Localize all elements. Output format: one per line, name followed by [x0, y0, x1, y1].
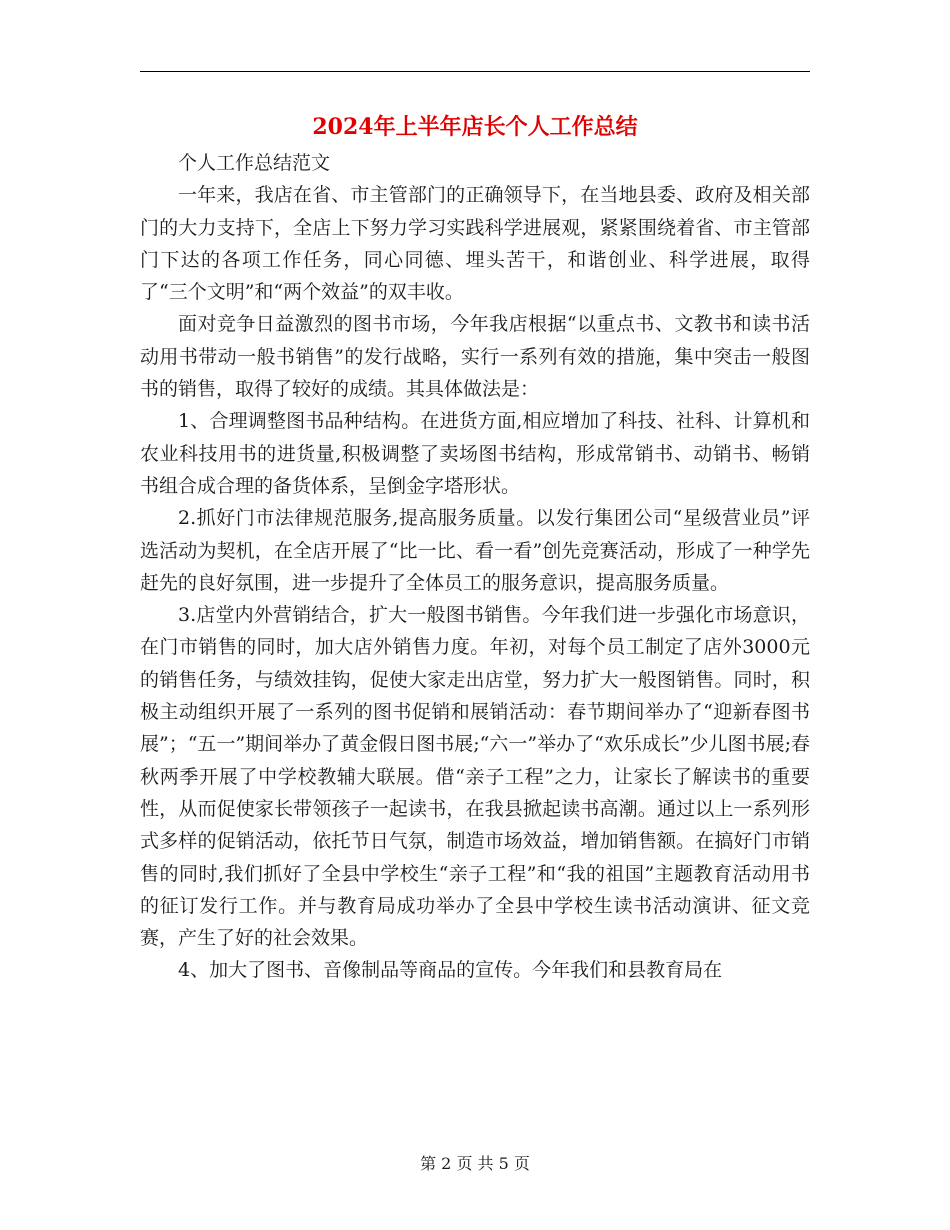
- body-paragraph: 2.抓好门市法律规范服务,提高服务质量。以发行集团公司“星级营业员”评选活动为契机，在全店开展了“比一比、看一看”创先竞赛活动，形成了一种学先赶先的良好氛围，进一步提升了全体员工的服务意识，提高服务质量。: [140, 507, 810, 594]
- body-paragraph: 1、合理调整图书品种结构。在进货方面,相应增加了科技、社科、计算机和农业科技用书的进货量,积极调整了卖场图书结构，形成常销书、动销书、畅销书组合成合理的备货体系，呈倒金字塔形状。: [140, 410, 810, 497]
- document-subtitle: 个人工作总结范文: [178, 152, 331, 174]
- body-paragraph: 一年来，我店在省、市主管部门的正确领导下，在当地县委、政府及相关部门的大力支持下，全店上下努力学习实践科学进展观，紧紧围绕着省、市主管部门下达的各项工作任务，同心同德、埋头苦干，和谐创业、科学进展，取得了“三个文明”和“两个效益”的双丰收。: [140, 184, 810, 304]
- document-title: 2024年上半年店长个人工作总结: [312, 114, 638, 140]
- document-body: [140, 147, 810, 987]
- body-paragraph: 3.店堂内外营销结合，扩大一般图书销售。今年我们进一步强化市场意识，在门市销售的同时，加大店外销售力度。年初，对每个员工制定了店外3000元的销售任务，与绩效挂钩，促使大家走出店堂，努力扩大一般图销售。同时，积极主动组织开展了一系列的图书促销和展销活动：春节期间举办了“迎新春图书展”；“五一”期间举办了黄金假日图书展;“六一”举办了“欢乐成长”少儿图书展;春秋两季开展了中学校教辅大联展。借“亲子工程”之力，让家长了解读书的重要性，从而促使家长带领孩子一起读书，在我县掀起读书高潮。通过以上一系列形式多样的促销活动，依托节日气氛，制造市场效益，增加销售额。在搞好门市销售的同时,我们抓好了全县中学校生“亲子工程”和“我的祖国”主题教育活动用书的征订发行工作。并与教育局成功举办了全县中学校生读书活动演讲、征文竞赛，产生了好的社会效果。: [140, 604, 810, 950]
- page-number: 第 2 页 共 5 页: [420, 1154, 530, 1173]
- body-paragraph: 面对竞争日益激烈的图书市场，今年我店根据“以重点书、文教书和读书活动用书带动一般书销售”的发行战略，实行一系列有效的措施，集中突击一般图书的销售，取得了较好的成绩。其具体做法是：: [140, 313, 810, 401]
- body-paragraph: 4、加大了图书、音像制品等商品的宣传。今年我们和县教育局在: [178, 959, 723, 982]
- header-rule: [140, 71, 810, 72]
